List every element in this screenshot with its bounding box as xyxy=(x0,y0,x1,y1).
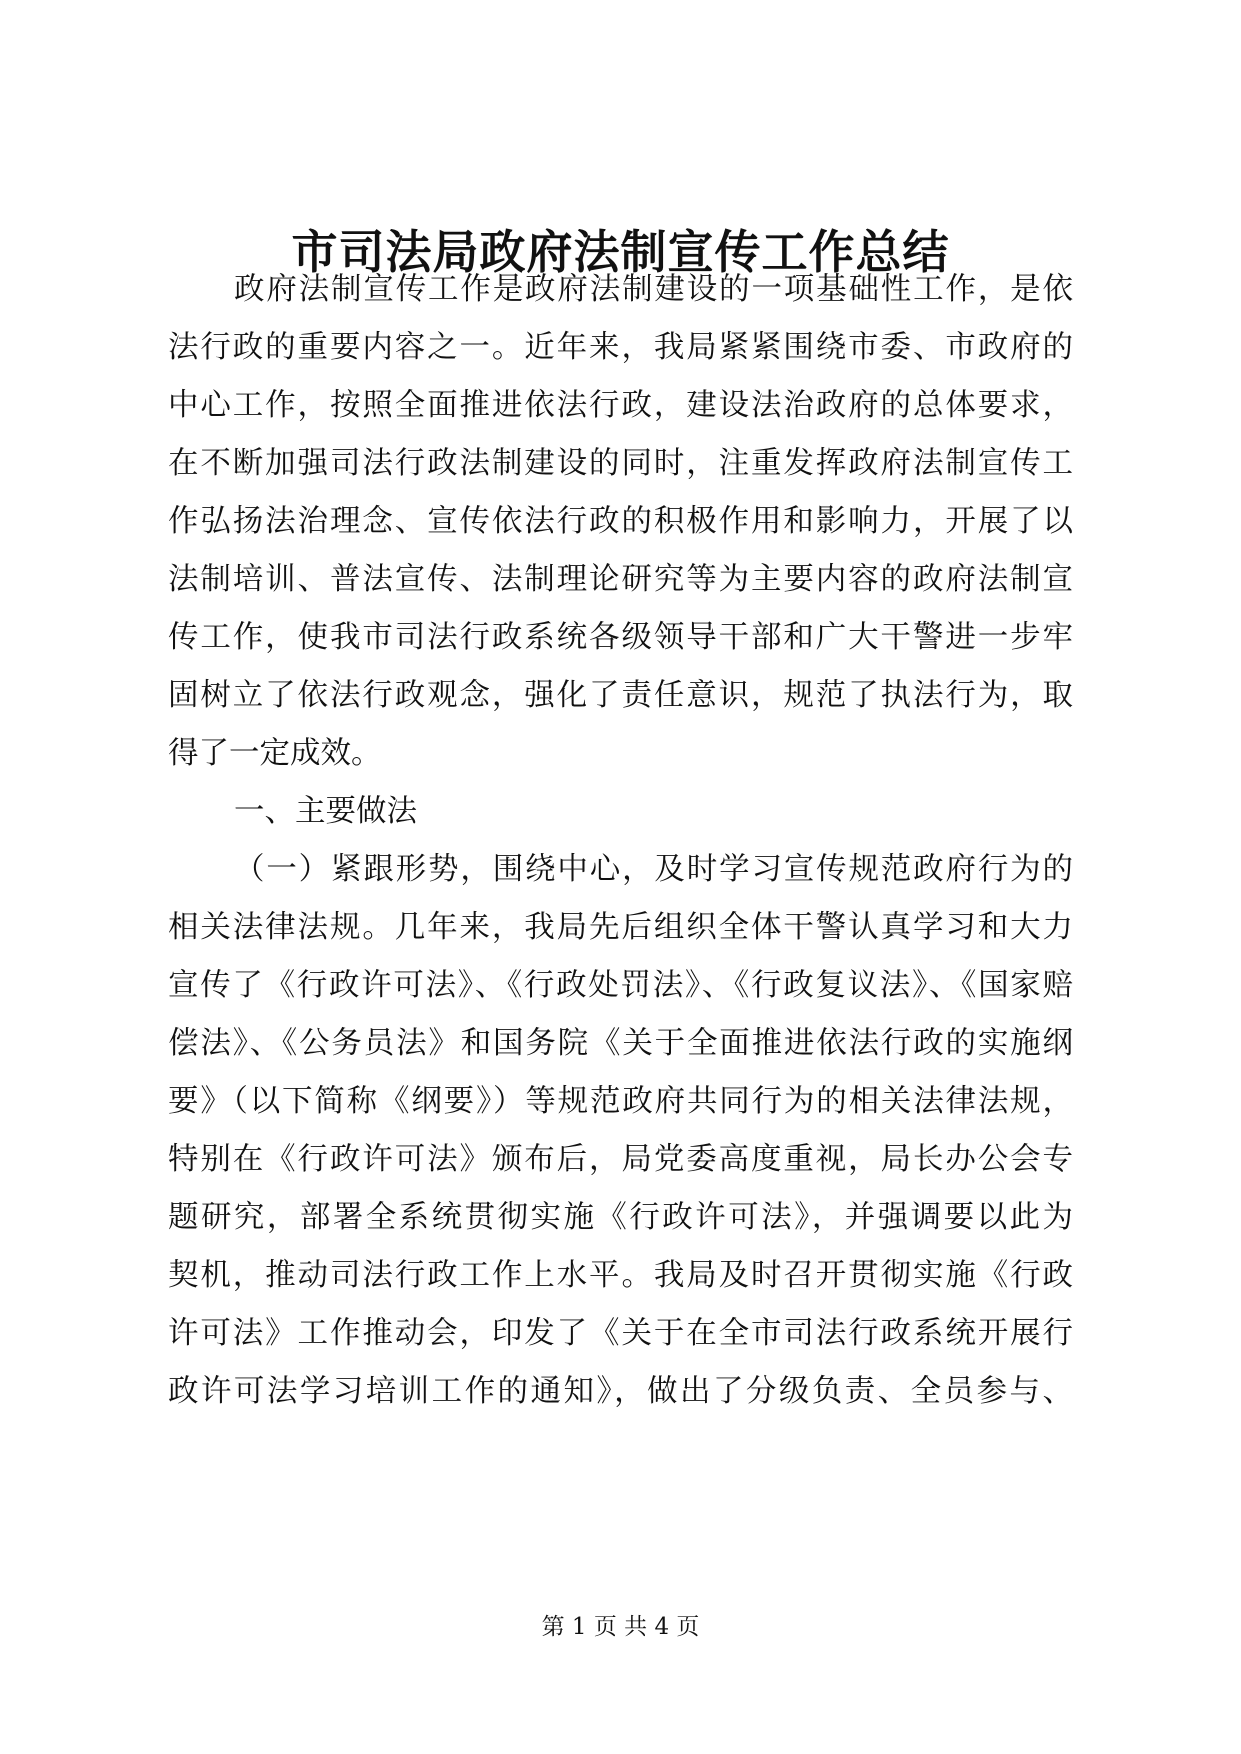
body-line: 要》（以下简称《纲要》）等规范政府共同行为的相关法律法规， xyxy=(168,1084,1073,1119)
body-line: 政许可法学习培训工作的通知》，做出了分级负责、全员参与、 xyxy=(168,1374,1073,1409)
body-line: 作弘扬法治理念、宣传依法行政的积极作用和影响力，开展了以 xyxy=(168,504,1073,539)
body-line: 法行政的重要内容之一。近年来，我局紧紧围绕市委、市政府的 xyxy=(168,330,1073,365)
body-line: 在不断加强司法行政法制建设的同时，注重发挥政府法制宣传工 xyxy=(168,446,1073,481)
body-line: 宣传了《行政许可法》、《行政处罚法》、《行政复议法》、《国家赔 xyxy=(168,968,1073,1003)
page-footer: 第 1 页 共 4 页 xyxy=(541,1614,700,1640)
document-title: 市司法局政府法制宣传工作总结 xyxy=(291,225,950,279)
body-line: （一）紧跟形势，围绕中心，及时学习宣传规范政府行为的 xyxy=(234,852,1073,887)
body-line: 政府法制宣传工作是政府法制建设的一项基础性工作，是依 xyxy=(234,272,1073,307)
section-heading: 一、主要做法 xyxy=(234,794,417,829)
body-line: 中心工作，按照全面推进依法行政，建设法治政府的总体要求， xyxy=(168,388,1073,423)
body-line: 许可法》工作推动会，印发了《关于在全市司法行政系统开展行 xyxy=(168,1316,1073,1351)
body-line: 得了一定成效。 xyxy=(168,736,382,771)
body-line: 固树立了依法行政观念，强化了责任意识，规范了执法行为，取 xyxy=(168,678,1073,713)
body-line: 传工作，使我市司法行政系统各级领导干部和广大干警进一步牢 xyxy=(168,620,1073,655)
body-line: 偿法》、《公务员法》和国务院《关于全面推进依法行政的实施纲 xyxy=(168,1026,1073,1061)
body-line: 题研究，部署全系统贯彻实施《行政许可法》，并强调要以此为 xyxy=(168,1200,1073,1235)
body-line: 法制培训、普法宣传、法制理论研究等为主要内容的政府法制宣 xyxy=(168,562,1073,597)
body-line: 相关法律法规。几年来，我局先后组织全体干警认真学习和大力 xyxy=(168,910,1073,945)
body-line: 契机，推动司法行政工作上水平。我局及时召开贯彻实施《行政 xyxy=(168,1258,1073,1293)
body-line: 特别在《行政许可法》颁布后，局党委高度重视，局长办公会专 xyxy=(168,1142,1073,1177)
